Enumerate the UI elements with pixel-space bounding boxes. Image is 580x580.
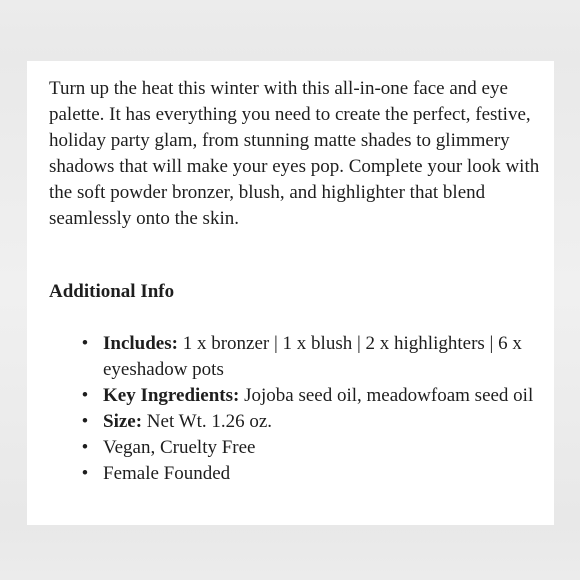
- info-value: Jojoba seed oil, meadowfoam seed oil: [239, 385, 534, 406]
- list-item: [81, 461, 542, 487]
- list-item: [81, 383, 542, 409]
- list-item: [81, 409, 542, 435]
- info-label: Size:: [103, 411, 143, 432]
- bullet-icon: •: [81, 385, 89, 406]
- list-item: [81, 435, 542, 461]
- additional-info-heading: Additional Info: [49, 281, 175, 302]
- info-value: Vegan, Cruelty Free: [103, 437, 256, 458]
- info-value: 1 x bronzer | 1 x blush | 2 x highlighters | 6 x eyeshadow pots: [103, 333, 522, 380]
- product-description: Turn up the heat this winter with this all-in-one face and eye palette. It has everything you need to create the perfect, festive, holiday party glam, from stunning matte shades to glimmery shadows that will make your eyes pop. Complete your look with the soft powder bronzer, blush, and highlighter that blend seamlessly onto the skin.: [49, 78, 540, 229]
- info-value: Net Wt. 1.26 oz.: [142, 411, 273, 432]
- additional-info-list: [49, 331, 542, 487]
- bullet-icon: •: [81, 411, 89, 432]
- bullet-icon: •: [81, 437, 89, 458]
- info-value: Female Founded: [103, 463, 231, 484]
- list-item: [81, 331, 542, 383]
- bullet-icon: •: [81, 463, 89, 484]
- info-label: Includes:: [103, 333, 178, 354]
- product-info-card: [27, 61, 554, 525]
- bullet-icon: •: [81, 333, 89, 354]
- info-label: Key Ingredients:: [103, 385, 240, 406]
